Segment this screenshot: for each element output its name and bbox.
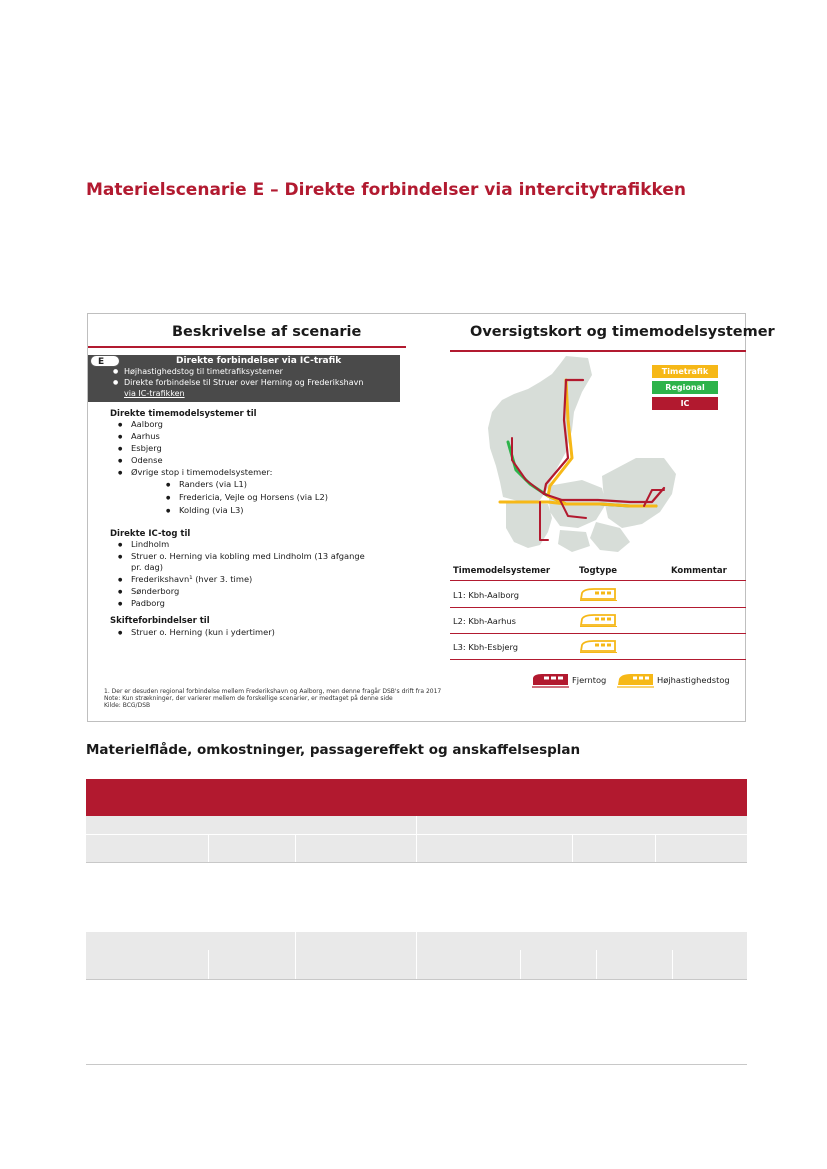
list-item: ● Lindholm: [131, 539, 169, 550]
table-rule: [450, 607, 746, 608]
scenario-bullet: ● Højhastighedstog til timetrafiksystemer: [113, 367, 283, 376]
column-separator: [596, 950, 597, 979]
footnote: 1. Der er desuden regional forbindelse mellem Frederikshavn og Aalborg, men denne fragår DSB's drift fra 2017: [104, 688, 442, 695]
list-item: ● Sønderborg: [131, 586, 179, 597]
header-divider: [86, 834, 747, 835]
column-separator: [208, 950, 209, 979]
scenario-bullet: ● Direkte forbindelse til Struer over Herning og Frederikshavn: [113, 378, 364, 387]
table-cell-system: L1: Kbh-Aalborg: [453, 590, 520, 600]
row-rule: [86, 862, 747, 863]
sub-list-item: ● Kolding (via L3): [179, 505, 243, 516]
highspeed-train-icon: [580, 639, 618, 653]
legend-fjerntog-label: Fjerntog: [572, 675, 607, 685]
table-rule: [450, 633, 746, 634]
table-cell-system: L2: Kbh-Aarhus: [453, 616, 516, 626]
highspeed-train-icon: [580, 613, 618, 627]
table-header-comment: Kommentar: [671, 566, 727, 576]
list-item: ● Odense: [131, 455, 163, 466]
left-panel-heading: Beskrivelse af scenarie: [172, 324, 362, 340]
scenario-bullet-continued: via IC-trafikken: [124, 389, 185, 398]
document-title: Materielscenarie E – Direkte forbindelser via intercitytrafikken: [86, 180, 687, 200]
left-heading-rule: [88, 346, 406, 348]
table-header-train: Togtype: [579, 566, 618, 576]
list-item: ● Padborg: [131, 598, 165, 609]
column-separator: [416, 816, 417, 862]
table-rule: [450, 659, 746, 660]
footnote: Kilde: BCG/DSB: [104, 702, 151, 709]
right-panel-heading: Oversigtskort og timemodelsystemer: [470, 324, 775, 340]
list-item: ● Struer o. Herning (kun i ydertimer): [131, 627, 275, 638]
column-separator: [208, 834, 209, 862]
section-heading: Direkte timemodelsystemer til: [110, 409, 257, 419]
legend-regional: Regional: [652, 381, 718, 394]
denmark-network-map: [480, 352, 680, 557]
highspeed-train-icon: [617, 672, 655, 688]
column-separator: [572, 834, 573, 862]
list-item: ● Øvrige stop i timemodelsystemer:: [131, 467, 272, 478]
regional-train-icon: [532, 672, 570, 688]
section2-title: Materielflåde, omkostninger, passagereffekt og anskaffelsesplan: [86, 742, 581, 758]
legend-timetrafik: Timetrafik: [652, 365, 718, 378]
legend-highspeed-label: Højhastighedstog: [657, 675, 730, 685]
legend-ic: IC: [652, 397, 718, 410]
list-item: ● Aalborg: [131, 419, 163, 430]
row-rule: [86, 979, 747, 980]
column-separator: [295, 932, 296, 979]
table-cell-system: L3: Kbh-Esbjerg: [453, 642, 519, 652]
list-item: ● Esbjerg: [131, 443, 162, 454]
list-item: ● Aarhus: [131, 431, 160, 442]
sub-list-item: ● Randers (via L1): [179, 479, 247, 490]
table-header-bar: [86, 779, 747, 816]
footnote: Note: Kun strækninger, der varierer mellem de forskellige scenarier, er medtaget på denne side: [104, 695, 393, 702]
table-rule: [450, 580, 746, 581]
section-heading: Direkte IC-tog til: [110, 529, 191, 539]
sub-list-item: ● Fredericia, Vejle og Horsens (via L2): [179, 492, 328, 503]
list-item-continued: pr. dag): [131, 562, 164, 572]
list-item: ● Frederikshavn¹ (hver 3. time): [131, 574, 252, 585]
column-separator: [672, 950, 673, 979]
scenario-badge: E: [90, 355, 120, 367]
table-header-system: Timemodelsystemer: [453, 566, 551, 576]
column-separator: [416, 932, 417, 979]
scenario-title: Direkte forbindelser via IC-trafik: [176, 356, 342, 366]
section-heading: Skifteforbindelser til: [110, 616, 210, 626]
column-separator: [655, 834, 656, 862]
highspeed-train-icon: [580, 587, 618, 601]
column-separator: [520, 950, 521, 979]
denmark-landmass: [488, 356, 676, 552]
row-rule: [86, 1064, 747, 1065]
column-separator: [295, 834, 296, 862]
list-item: ● Struer o. Herning via kobling med Lindholm (13 afgange: [131, 551, 365, 562]
